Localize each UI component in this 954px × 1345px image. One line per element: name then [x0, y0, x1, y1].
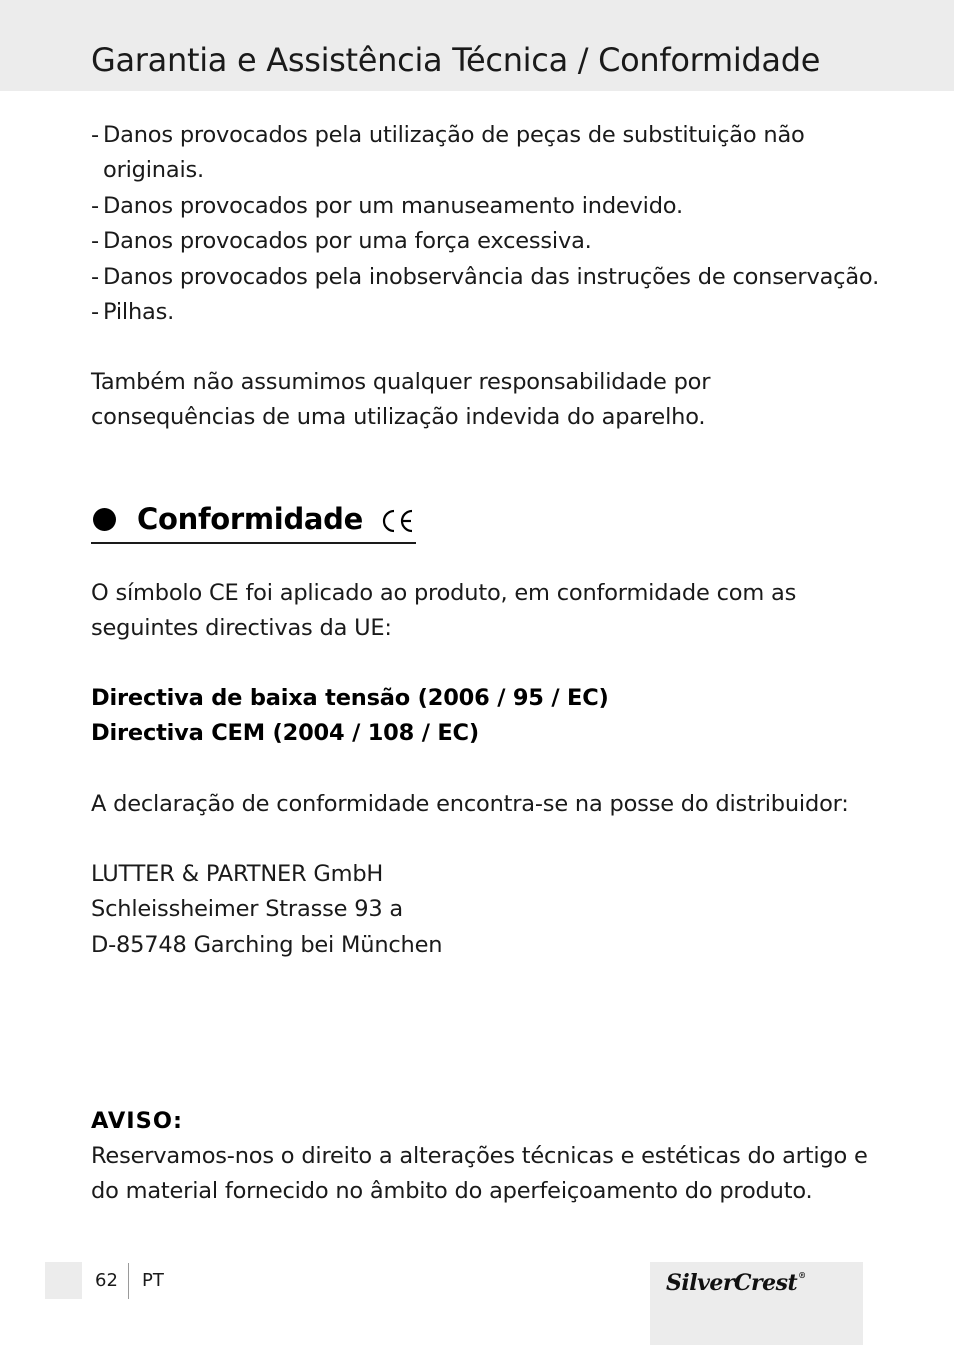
disclaimer-paragraph: Também não assumimos qualquer responsabilidade por consequências de uma utilização indevida do aparelho. — [91, 369, 711, 431]
distributor-address — [91, 857, 442, 963]
address-line: D-85748 Garching bei München — [91, 931, 443, 958]
footer-divider — [128, 1263, 129, 1299]
directive-item: Directiva CEM (2004 / 108 / EC) — [91, 720, 479, 747]
ce-intro-paragraph: O símbolo CE foi aplicado ao produto, em conformidade com as seguintes directivas da UE: — [91, 580, 797, 642]
footer-tab-box — [45, 1262, 82, 1299]
section-heading-conformity — [91, 498, 416, 544]
notice-text: Reservamos-nos o direito a alterações técnicas e estéticas do artigo e do material fornecido no âmbito do aperfeiçoamento do produto. — [91, 1143, 868, 1205]
warranty-exclusions-list — [91, 118, 891, 330]
brand-logo — [666, 1270, 806, 1296]
list-item: - Danos provocados por um manuseamento indevido. — [91, 189, 891, 224]
bullet-dot-icon — [93, 508, 116, 531]
page-number: 62 — [95, 1270, 118, 1291]
list-item: - Danos provocados pela inobservância das instruções de conservação. — [91, 260, 891, 295]
ce-mark-icon — [381, 508, 415, 534]
brand-box — [650, 1262, 863, 1345]
notice-label: AVISO: — [91, 1108, 184, 1134]
list-item: - Danos provocados por uma força excessiva. — [91, 224, 891, 259]
declaration-paragraph: A declaração de conformidade encontra-se na posse do distribuidor: — [91, 791, 849, 817]
list-item: - Danos provocados pela utilização de peças de substituição não originais. — [91, 118, 891, 189]
address-line: Schleissheimer Strasse 93 a — [91, 896, 403, 923]
registered-mark-icon: ® — [798, 1270, 806, 1280]
list-item: - Pilhas. — [91, 295, 891, 330]
address-line: LUTTER & PARTNER GmbH — [91, 861, 384, 887]
brand-logo-text: SilverCrest — [666, 1270, 798, 1296]
page-title: Garantia e Assistência Técnica / Conformidade — [91, 41, 821, 79]
section-title: Conformidade — [137, 502, 364, 536]
directives-list — [91, 681, 609, 752]
directive-item: Directiva de baixa tensão (2006 / 95 / EC) — [91, 685, 609, 711]
language-code: PT — [142, 1270, 164, 1291]
